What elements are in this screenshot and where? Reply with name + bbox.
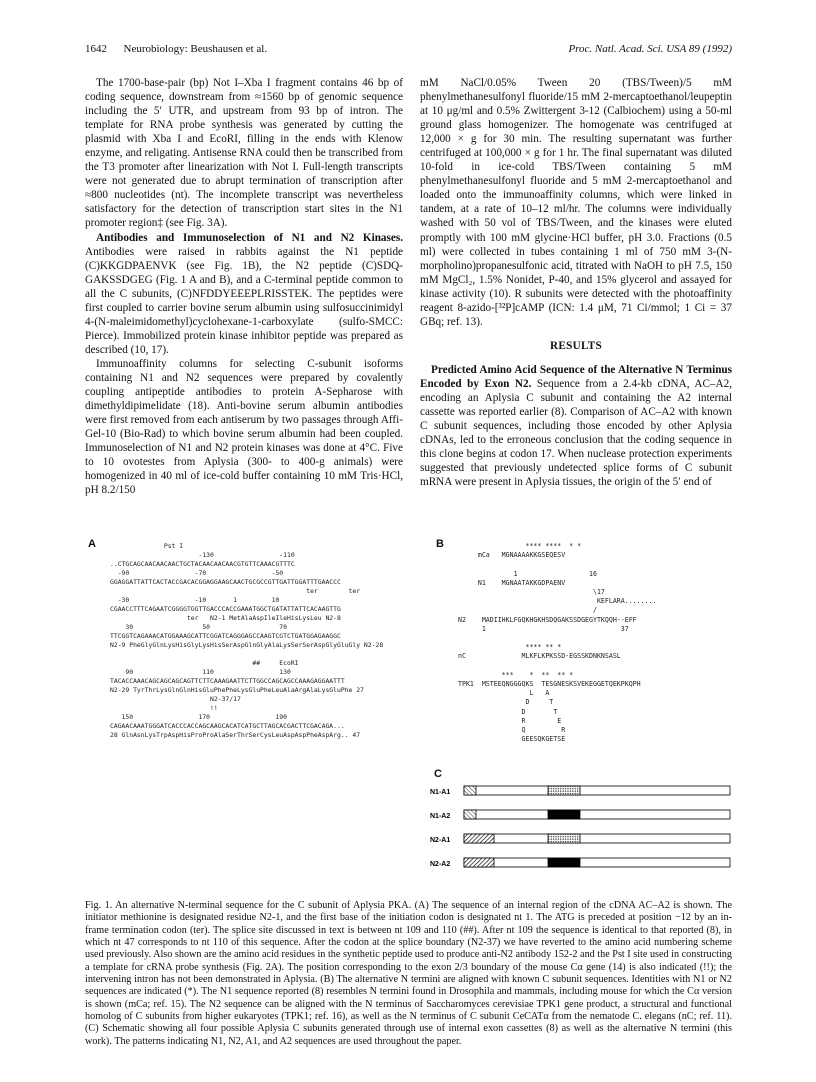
journal-citation: Proc. Natl. Acad. Sci. USA 89 (1992) [568,43,732,55]
panel-b-alignment-line [458,662,657,671]
page-number: 1642 [85,43,107,55]
panel-b-alignment-line: Q R [458,726,566,735]
left-paragraph-1: The 1700-base-pair (bp) Not I–Xba I fragment contains 46 bp of coding sequence, downstream from ≈1560 bp of genomic sequence including the 5′ UTR, and upstream from 93 bp of intron. The template for RNA probe synthesis was generated by cutting the plasmid with Xba I and EcoRI, filling in the ends with Klenow enzyme, and religating. Antisense RNA could then be transcribed from the T3 promoter after linearization with Not I. Full-length transcripts were not generated due to abrupt termination of transcription after ≈800 nucleotides (nt). The incomplete transcript was nevertheless satisfactory for the detection of transcription start sites in the N1 promoter region‡ (see Fig. 3A). [85,77,403,230]
schematic-subunit-bar [464,786,730,795]
panel-b-alignment-line: \17 [458,588,605,597]
schematic-n-terminus-n2 [464,834,494,843]
panel-a-sequence-line: GGAGGATTATTCACTACCGACACGGAGGAAGCAACTGCGCCGTTGATTGGATTTGAACCC [110,578,341,586]
schematic-row-label: N1-A2 [430,813,451,820]
panel-a-sequence-line: ..CTGCAGCAACAACAACTGCTACAACAACAACGTGTTCAAACGTTTC [110,560,295,568]
panel-a-sequence-line [110,650,383,659]
panel-b-alignment-line: GEESQKGETSE [458,735,566,744]
panel-b-label: B [436,538,444,550]
panel-b-alignment-line: *** * ** ** * [458,670,574,679]
left-paragraph-2 [85,231,403,357]
right-column [420,76,732,489]
caption-lead: Fig. 1. [85,900,113,911]
schematic-subunit-bar [464,858,730,867]
panel-a-sequence-line: !! [110,704,218,712]
schematic-n-terminus-n2 [464,858,494,867]
left-paragraph-3: Immunoaffinity columns for selecting C-subunit isoforms containing N1 and N2 sequences were prepared by covalently coupling antipeptide antibodies to protein A-Sepharose with dimethyldipimelidate (18). Anti-bovine serum albumin antibodies were first removed from each antiserum by two passages through Affi-Gel-10 (Bio-Rad) to which bovine serum albumin had been coupled. Immunoselection of N1 and N2 protein kinases was done at 4°C. Five to 10 ovotestes from Aplysia (300- to 400-g animals) were homogenized in 40 ml of ice-cold buffer containing 10 mM Tris·HCl, pH 8.2/150 [85,357,403,497]
schematic-cassette-a2 [548,858,580,867]
schematic-subunit-bar [464,834,730,843]
caption-body: An alternative N-terminal sequence for the C subunit of Aplysia PKA. (A) The sequence of an internal region of the cDNA AC–A2 is shown. The initiator methionine is designated residue N2-1, and the first base of the initiation codon is designated nt 1. The ATG is preceded at position −12 by an in-frame termination codon (ter). The splice site discussed in text is between nt 109 and 110 (##). After nt 109 the sequence is identical to that reported (8), in which nt 47 corresponds to nt 110 of this sequence. After the codon at the splice boundary (N2-37) we have reverted to the amino acid numbering scheme used previously. Also shown are the amino acid residues in the synthetic peptide used to produce anti-N2 antibody 152-2 and the Pst I site used in constructing a template for cRNA probe synthesis (Fig. 2A). The position corresponding to the exon 2/3 boundary of the mouse Cα gene (14) is also indicated (!!); the intervening intron has not been demonstrated in Aplysia. (B) The alternative N termini are aligned with known C subunit sequences. Identities with N1 or N2 sequences are indicated (*). The N1 sequence reported (8) resembles N termini found in Drosophila and mammals, including mouse for which the Cα version is shown (mCa; ref. 15). The N2 sequence can be aligned with the N terminus of Saccharomyces cerevisiae TPK1 gene product, a structural and functional homolog of C subunits from higher eukaryotes (TPK1; ref. 16), as well as the N terminus of C subunit CeCATα from the nematode C. elegans (nC; ref. 11). (C) Schematic showing all four possible Aplysia C subunits generated through use of internal exon cassettes (8) as well as the alternative N termini (this work). The patterns indicating N1, N2, A1, and A2 sequences are used throughout the paper. [85,900,732,1047]
panel-b-alignment-line: D T [458,707,558,716]
antibodies-heading: Antibodies and Immunoselection of N1 and N2 Kinases. [96,231,403,244]
panel-a-sequence-line: -90 -70 -50 [110,569,284,577]
panel-a-label: A [88,538,96,550]
antibodies-body: Antibodies were raised in rabbits against the N1 peptide (C)KKGDPAENVK (see Fig. 1B), the N2 peptide (C)SDQ-GAKSSDGEG (Fig. 1 A and B), and a C-terminal peptide common to all the C subunits, (C)NFDDYEEEPLRISSTEK. The peptides were first coupled to carrier bovine serum albumin using sulfosuccinimidyl 4-(N-maleimidomethyl)cyclohexane-1-carboxylate (sulfo-SMCC: Pierce). Immobilized protein kinase inhibitor peptide was prepared as described (10, 17). [85,245,403,356]
panel-b-alignment-line: R E [458,716,562,725]
panel-a-sequence-line: CGAACCTTTCAGAATCGGGGTGGTTGACCCACCGAAATGGCTGATATTATTCACAAGTTG [110,605,341,613]
panel-a-sequence-line: 28 GlnAsnLysTrpAspHisProProAlaSerThrSerCysLeuAspAspPheAspArg.. 47 [110,731,361,739]
panel-b-alignment-line: mCa MGNAAAAKKGSEQESV [458,551,566,560]
schematic-cassette-a1 [548,786,580,795]
schematic-n-terminus-n1 [464,810,476,819]
panel-a-sequence-line: ## EcoRI [110,659,299,667]
panel-a-sequence-line: TTCGGTCAGAAACATGGAAAGCATTCGGATCAGGGAGCCAAGTCGTCTGATGGAGAAGGC [110,632,341,640]
panel-b-alignment [458,542,657,744]
schematic-subunit-bar [464,810,730,819]
panel-b-alignment-line: N1 MGNAATAKKGDPAENV [458,578,566,587]
panel-c-schematic [430,778,734,888]
panel-a-sequence-line: CAGAACAAATGGGATCACCCACCAGCAAGCACATCATGCTTAGCACGACTTCGACAGA... [110,722,345,730]
caption-text [85,900,732,1048]
figure-caption [85,900,732,1048]
panel-b-alignment-line: D T [458,698,554,707]
schematic-cassette-a2 [548,810,580,819]
panel-b-alignment-line: KEFLARA........ [458,597,657,606]
panel-a-sequence-line: ter N2-1 MetAlaAspIleIleHisLysLeu N2-8 [110,614,341,622]
schematic-row-label: N1-A1 [430,789,451,796]
panel-a-sequence-line: N2-29 TyrThrLysGlnGlnHisGluPhePheLysGluPheLeuAlaArgAlaLysGluPhe 27 [110,686,364,694]
running-title: Neurobiology: Beushausen et al. [123,43,268,55]
panel-a-sequence-line: N2-9 PheGlyGlnLysHisGlyLysHisSerAspGlnGlyAlaLysSerSerAspGlyGluGly N2-28 [110,641,384,649]
panel-a-sequence-line: ter ter [110,587,361,595]
running-header-left [85,43,267,55]
left-column [85,76,403,497]
results-heading: Predicted Amino Acid Sequence of the Alternative N Terminus Encoded by Exon N2. [420,363,732,390]
panel-b-alignment-line: nC MLKFLKPKSSD-EGSSKDNKNSASL [458,652,621,661]
right-paragraph-1: mM NaCl/0.05% Tween 20 (TBS/Tween)/5 mM phenylmethanesulfonyl fluoride/15 mM 2-mercaptoethanol/leupeptin at 10 μg/ml and 0.5% Zwittergent 3-12 (Calbiochem) using a 50-ml ground glass homogenizer. The homogenate was centrifuged at 12,000 × g for 30 min. The resulting supernatant was further centrifuged at 100,000 × g for 1 hr. The final supernatant was diluted 10-fold in ice-cold TBS/Tween containing 5 mM phenylmethanesulfonyl fluoride and 5 mM 2-mercaptoethanol and loaded onto the immunoaffinity columns, which were linked in tandem, at a rate of 10–12 ml/hr. The columns were individually washed with 50 vol of TBS/Tween, and the kinases were eluted promptly with 100 mM glycine·HCl buffer, pH 3.0. Fractions (0.5 ml) were collected in tubes containing 1 ml of 750 mM 3-(N-morpholino)propanesulfonic acid, titrated with NaOH to pH 7.5, 150 mM MgCl₂, 1.5% Nonidet, P-40, and 15% glycerol and assayed for kinase activity (10). R subunits were detected with the photoaffinity reagent 8-azido-[³²P]cAMP (ICN: 1.4 μM, 71 Ci/mmol; 1 Ci = 37 GBq; ref. 13). [420,77,732,328]
panel-a-sequence-line: Pst I [110,542,184,550]
panel-c-label: C [434,768,442,780]
panel-b-alignment-line: **** **** * * [458,542,582,550]
panel-a-sequence [110,542,383,740]
schematic-row-label: N2-A1 [430,837,451,844]
panel-a-sequence-line: 30 50 70 [110,623,287,631]
panel-a-sequence-line: 90 110 130 [110,668,291,676]
panel-a-sequence-line: 150 170 190 [110,713,287,721]
panel-b-alignment-line: TPK1 MSTEEQNGGGQKS TESGNESKSVEKEGGETQEKPKQPH [458,680,641,689]
schematic-row-label: N2-A2 [430,861,451,868]
panel-b-alignment-line: L A [458,689,550,698]
panel-b-alignment-line [458,634,657,643]
right-paragraph-2 [420,363,732,489]
panel-b-alignment-line: 1 37 [458,624,629,633]
panel-b-alignment-line: **** ** * [458,643,562,652]
panel-b-alignment-line: 1 16 [458,569,597,578]
panel-a-sequence-line: -30 -10 1 10 [110,596,280,604]
panel-b-alignment-line: N2 MADIIHKLFGQKHGKHSDQGAKSSDGEGYTKQQH--EFF [458,615,637,624]
results-body: Sequence from a 2.4-kb cDNA, AC–A2, encoding an Aplysia C subunit and containing the A2 internal cassette was reported earlier (8). Comparison of AC–A2 with known C subunit sequences, including those encoded by other Aplysia cDNAs, led to the erroneous conclusion that the coding sequence in this clone begins at codon 17. When nuclease protection experiments suggested that previously undetected splice forms of C subunit mRNA were present in Aplysia tissues, the origin of the 5′ end of [420,377,732,489]
schematic-cassette-a1 [548,834,580,843]
panel-b-alignment-line [458,560,657,569]
schematic-n-terminus-n1 [464,786,476,795]
section-title: RESULTS [549,339,603,352]
panel-a-sequence-line: N2-37/17 [110,695,241,703]
panel-b-alignment-line: / [458,606,597,615]
panel-a-sequence-line: TACACCAAACAGCAGCAGCAGTTCTTCAAAGAATTCTTGGCCAGCAGCCAAAGAGGAATTT [110,677,345,685]
panel-a-sequence-line: -130 -110 [110,551,295,559]
